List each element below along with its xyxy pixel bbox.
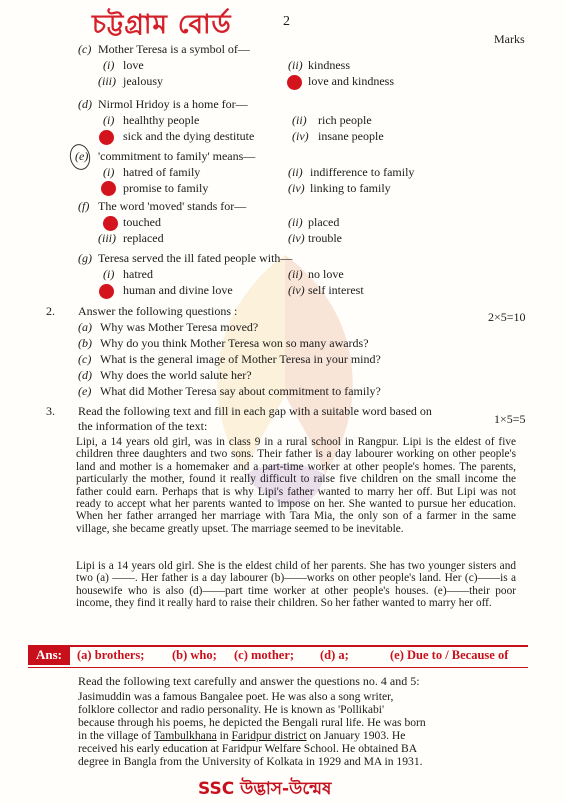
page-number: 2 [283, 14, 290, 29]
passage-line: degree in Bangla from the University of Kolkata in 1929 and MA in 1931. [78, 754, 423, 768]
q1e-opt4-label: (iv) [288, 181, 305, 195]
q1g-opt4: self interest [308, 283, 364, 297]
q1e-opt1: hatred of family [123, 165, 201, 179]
answer-d: (d) a; [320, 648, 349, 662]
q2c-label: (c) [78, 352, 92, 366]
q1c-opt1: love [123, 58, 144, 72]
q1d-opt1: healhthy people [123, 113, 200, 127]
q45-passage [78, 691, 426, 768]
q1g-stem: Teresa served the ill fated people with— [98, 251, 293, 265]
q3-passage: Lipi, a 14 years old girl, was in class 9 in a rural school in Rangpur. Lipi is the eldest of five children three daughters and two sons. Their father is a day labourer working on other people's land and mother is a homemaker and a part-time worker at other people's homes. The parents, particularly the mother, found it really difficult to raise five children on the small income the father could earn. Perhaps that is why Lipi's father wanted to marry her off. But Lipi was not ready to accept what her parents wanted to impose on her. She wanted to pursue her education. When her father arranged her marriage with Tara Mia, the only son of a farmer in the same village, she became greatly upset. The marriage seemed to be inevitable. [76, 436, 516, 535]
q1e-label: (e) [75, 149, 89, 163]
q1e-opt2: indifference to family [310, 165, 415, 179]
q1d-opt2: rich people [318, 113, 372, 127]
answer-tag: Ans: [28, 645, 70, 665]
board-title: চট্টগ্রাম বোর্ড [92, 10, 232, 40]
q1e-stem: 'commitment to family' means— [98, 149, 256, 163]
passage-line: in the village of Tambulkhana in Faridpur district on January 1903. He [78, 728, 406, 742]
q2d-text: Why does the world salute her? [100, 368, 252, 382]
q45-instruction: Read the following text carefully and answer the questions no. 4 and 5: [78, 674, 420, 688]
q1f-opt4: trouble [308, 231, 342, 245]
q1e-opt2-label: (ii) [288, 165, 303, 179]
q3-instruction-line1: Read the following text and fill in each gap with a suitable word based on [78, 404, 432, 418]
q1g-opt3: human and divine love [123, 283, 233, 297]
q1d-opt1-label: (i) [103, 113, 115, 127]
q1c-opt3: jealousy [123, 74, 163, 88]
q1e-opt3: promise to family [123, 181, 209, 195]
marks-header: Marks [494, 32, 525, 46]
q1e-opt1-label: (i) [103, 165, 115, 179]
q1f-opt2-label: (ii) [288, 215, 303, 229]
q1g-opt1: hatred [123, 267, 153, 281]
q1g-opt2-label: (ii) [288, 267, 303, 281]
q1c-opt1-label: (i) [103, 58, 115, 72]
answer-e: (e) Due to / Because of [390, 648, 509, 662]
q2c-text: What is the general image of Mother Teresa in your mind? [100, 352, 381, 366]
answer-mark-dot [99, 130, 114, 145]
q1f-label: (f) [78, 199, 90, 213]
q1c-opt2-label: (ii) [288, 58, 303, 72]
q2b-text: Why do you think Mother Teresa won so many awards? [100, 336, 369, 350]
q3-instruction-line2: the information of the text: [78, 419, 208, 433]
q1g-opt1-label: (i) [103, 267, 115, 281]
q2b-label: (b) [78, 336, 92, 350]
footer-brand: SSC উদ্ভাস-উন্মেষ [198, 779, 332, 799]
answer-b: (b) who; [172, 648, 217, 662]
q1d-opt4: insane people [318, 129, 384, 143]
q1f-opt2: placed [308, 215, 340, 229]
q2a-text: Why was Mother Teresa moved? [100, 320, 259, 334]
q2a-label: (a) [78, 320, 92, 334]
q3-marks: 1×5=5 [494, 412, 526, 426]
q2e-label: (e) [78, 384, 92, 398]
q1g-opt2: no love [308, 267, 344, 281]
q1f-stem: The word 'moved' stands for— [98, 199, 247, 213]
passage-line: received his early education at Faridpur Welfare School. He obtained BA [78, 741, 418, 755]
q1c-stem: Mother Teresa is a symbol of— [98, 42, 250, 56]
q1f-opt4-label: (iv) [288, 231, 305, 245]
q2e-text: What did Mother Teresa say about commitment to family? [100, 384, 381, 398]
answer-mark-dot [99, 284, 114, 299]
q1g-label: (g) [78, 251, 92, 265]
q1d-label: (d) [78, 97, 92, 111]
q3-number: 3. [46, 404, 55, 418]
q1f-opt3-label: (iii) [98, 231, 116, 245]
q1f-opt1: touched [123, 215, 161, 229]
passage-line: because through his poems, he depicted the Bengali rural life. He was born [78, 715, 426, 729]
q1f-opt3: replaced [123, 231, 164, 245]
answer-mark-dot [101, 181, 116, 196]
q1d-opt4-label: (iv) [292, 129, 309, 143]
q1g-opt4-label: (iv) [288, 283, 305, 297]
q1c-opt3-label: (iii) [98, 74, 116, 88]
underlined-place: Tambulkhana [153, 728, 217, 742]
q1c-opt4: love and kindness [308, 74, 394, 88]
q1c-opt2: kindness [308, 58, 350, 72]
answer-a: (a) brothers; [77, 648, 145, 662]
answer-mark-dot [287, 75, 302, 90]
q3-gap-passage: Lipi is a 14 years old girl. She is the eldest child of her parents. She has two younger sisters and two (a) ——. Her father is a day labourer (b)——works on other people's land. Her (c)——is a housewife who is also (d)——part time worker at other people's houses. (e)——their poor income, they find it really hard to raise their children. So her father wanted to marry her off. [76, 560, 516, 610]
passage-line: folklore collector and radio personality. He is known as 'Pollikabi' [78, 702, 385, 716]
q1d-stem: Nirmol Hridoy is a home for— [98, 97, 248, 111]
q1d-opt2-label: (ii) [292, 113, 307, 127]
underlined-place: Faridpur district [231, 728, 307, 742]
q2d-label: (d) [78, 368, 92, 382]
answer-c: (c) mother; [234, 648, 295, 662]
passage-line: Jasimuddin was a famous Bangalee poet. He was also a song writer, [78, 690, 394, 703]
answer-mark-dot [103, 216, 118, 231]
q1c-label: (c) [78, 42, 92, 56]
q1e-opt4: linking to family [310, 181, 391, 195]
q2-instruction: Answer the following questions : [78, 304, 238, 318]
q1d-opt3: sick and the dying destitute [123, 129, 255, 143]
q2-number: 2. [46, 304, 55, 318]
q2-marks: 2×5=10 [488, 310, 526, 324]
